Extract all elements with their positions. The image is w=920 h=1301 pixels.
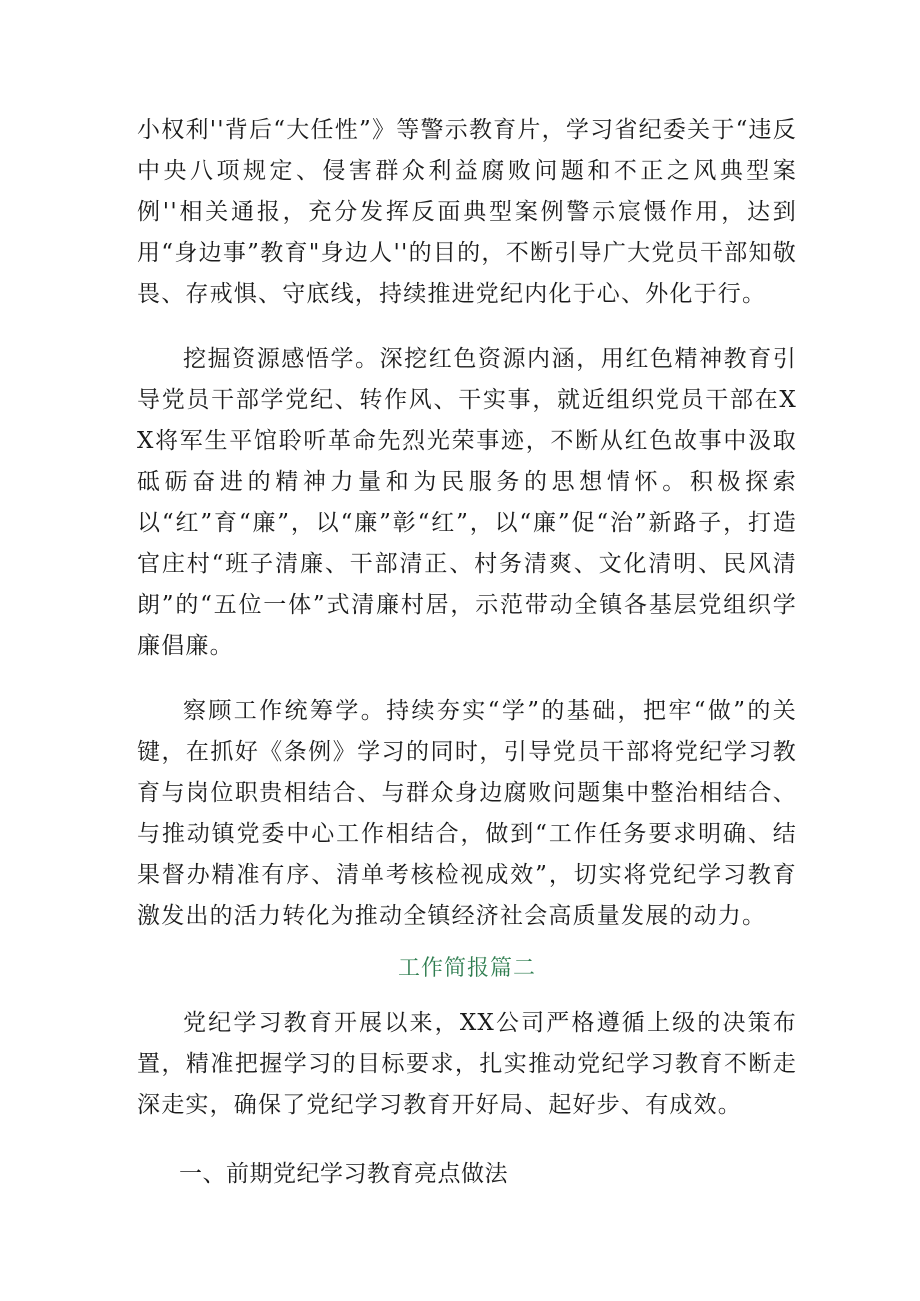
paragraph-red-resources: 挖掘资源感悟学。深挖红色资源内涵，用红色精神教育引导党员干部学党纪、转作风、干实事，就近组织党员干部在XX将军生平馆聆听革命先烈光荣事迹，不断从红色故事中汲取砥砺奋进的精神力量和为民服务的思想情怀。积极探索以“红”育“廉”，以“廉”彰“红”，以“廉”促“治”新路子，打造官庄村“班子清廉、干部清正、村务清爽、文化清明、民风清朗”的“五位一体”式清廉村居，示范带动全镇各基层党组织学廉倡廉。 (137, 346, 797, 659)
paragraph-gap (137, 667, 797, 691)
paragraph-gap (137, 989, 797, 1003)
paragraph-company-overview: 党纪学习教育开展以来，XX公司严格遵循上级的决策布置，精准把握学习的目标要求，扎实推动党纪学习教育不断走深走实，确保了党纪学习教育开好局、起好步、有成效。 (137, 1010, 797, 1118)
paragraph-gap (137, 937, 797, 949)
paragraph-work-coordination: 察顾工作统筹学。持续夯实“学”的基础，把牢“做”的关键，在抓好《条例》学习的同时，引导党员干部将党纪学习教育与岗位职贵相结合、与群众身边腐败问题集中整治相结合、与推动镇党委中心工作相结合，做到“工作任务要求明确、结果督办精准有序、清单考核检视成效”，切实将党纪学习教育激发出的活力转化为推动全镇经济社会高质量发展的动力。 (137, 698, 797, 929)
paragraph-gap (137, 315, 797, 339)
paragraph-gap (137, 1126, 797, 1154)
section-heading: 一、前期党纪学习教育亮点做法 (179, 1161, 508, 1187)
paragraph-warning-education: 小权利''背后“大任性”》等警示教育片，学习省纪委关于“违反中央八项规定、侵害群众利益腐败问题和不正之风典型案例''相关通报，充分发挥反面典型案例警示宸慑作用，达到用“身边事”教育"身边人''的目的，不断引导广大党员干部知敬畏、存戒惧、守底线，持续推进党纪内化于心、外化于行。 (137, 117, 797, 307)
document-page (137, 110, 797, 1194)
section-title: 工作简报篇二 (397, 956, 536, 981)
